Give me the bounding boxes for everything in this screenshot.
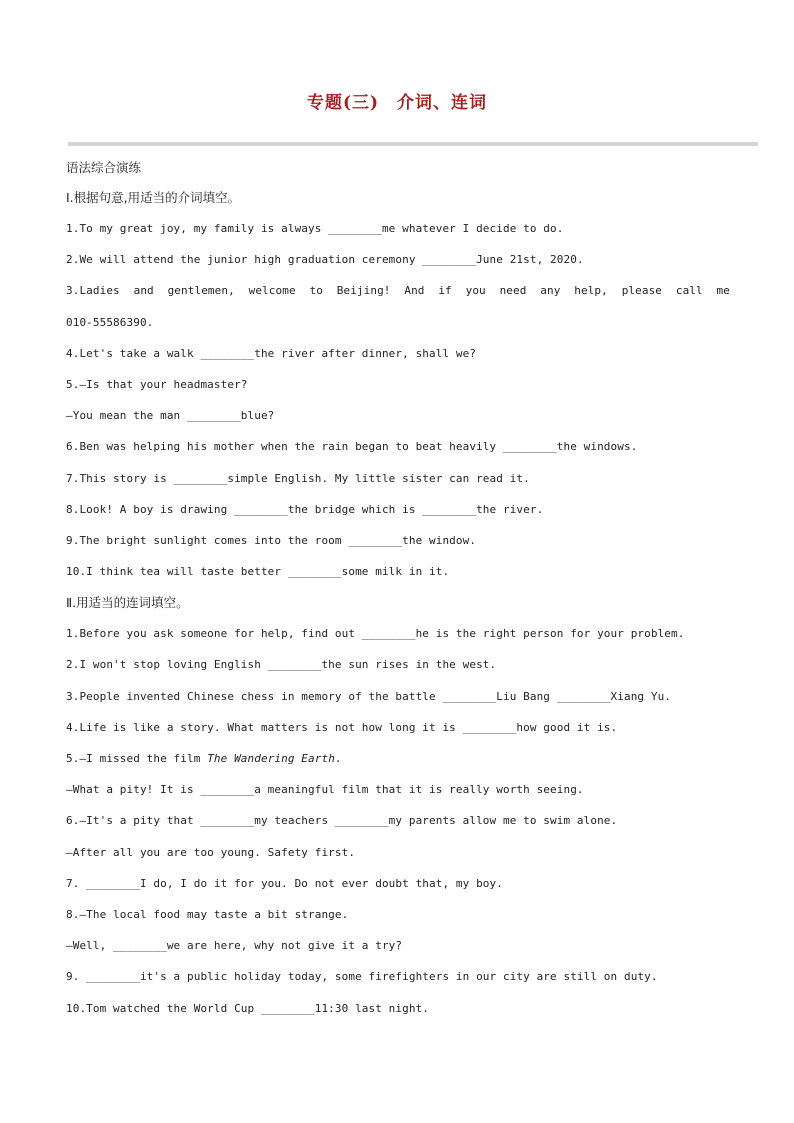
question-item-continued: 010-55586390. [66, 315, 154, 329]
question-item: 7.This story is ________simple English. My little sister can read it. [66, 471, 530, 485]
page-title: 专题(三) 介词、连词 [306, 93, 488, 113]
film-title: The Wandering Earth [207, 752, 335, 765]
question-5-prefix: 5.—I missed the film [66, 752, 208, 765]
question-item: 9.The bright sunlight comes into the room ________the window. [66, 533, 477, 547]
question-item: 8.—The local food may taste a bit strange. [66, 907, 349, 921]
part1-heading: Ⅰ.根据句意,用适当的介词填空。 [66, 190, 241, 205]
question-item: 7. ________I do, I do it for you. Do not ever doubt that, my boy. [66, 876, 503, 890]
question-item: 9. ________it's a public holiday today, some firefighters in our city are still on duty. [66, 970, 658, 984]
question-item: 6.Ben was helping his mother when the rain began to beat heavily ________the windows. [66, 440, 638, 454]
question-item: 6.—It's a pity that ________my teachers ________my parents allow me to swim alone. [66, 814, 618, 828]
question-5-suffix: . [334, 752, 342, 765]
question-item: 3.People invented Chinese chess in memory of the battle ________Liu Bang ________Xiang Yu. [66, 689, 672, 703]
part2-heading: Ⅱ.用适当的连词填空。 [66, 595, 189, 611]
worksheet-content [66, 160, 730, 1032]
section-label: 语法综合演练 [66, 160, 142, 175]
question-item-5 [66, 751, 730, 767]
part1-questions [66, 221, 730, 580]
question-item: 3.Ladies and gentlemen, welcome to Beijing! And if you need any help, please call me [66, 284, 730, 298]
question-item: 2.I won't stop loving English ________the sun rises in the west. [66, 658, 497, 672]
question-item: 2.We will attend the junior high graduation ceremony ________June 21st, 2020. [66, 253, 584, 267]
question-item-response: —Well, ________we are here, why not give it a try? [66, 939, 403, 953]
question-item: 1.Before you ask someone for help, find out ________he is the right person for your problem. [66, 627, 685, 641]
question-item: 10.Tom watched the World Cup ________11:30 last night. [66, 1001, 430, 1015]
question-item: 5.—Is that your headmaster? [66, 377, 248, 391]
question-item: 1.To my great joy, my family is always ________me whatever I decide to do. [66, 222, 564, 235]
question-item: 4.Let's take a walk ________the river after dinner, shall we? [66, 346, 477, 360]
question-item: 4.Life is like a story. What matters is not how long it is ________how good it is. [66, 720, 618, 734]
part2-questions [66, 626, 730, 1016]
question-item: 10.I think tea will taste better ________some milk in it. [66, 565, 450, 579]
question-item-response: —After all you are too young. Safety first. [66, 845, 356, 859]
question-item-response: —You mean the man ________blue? [66, 409, 275, 423]
question-item: 8.Look! A boy is drawing ________the bridge which is ________the river. [66, 502, 544, 516]
question-item-response: —What a pity! It is ________a meaningful film that it is really worth seeing. [66, 783, 584, 797]
title-divider [68, 142, 758, 146]
